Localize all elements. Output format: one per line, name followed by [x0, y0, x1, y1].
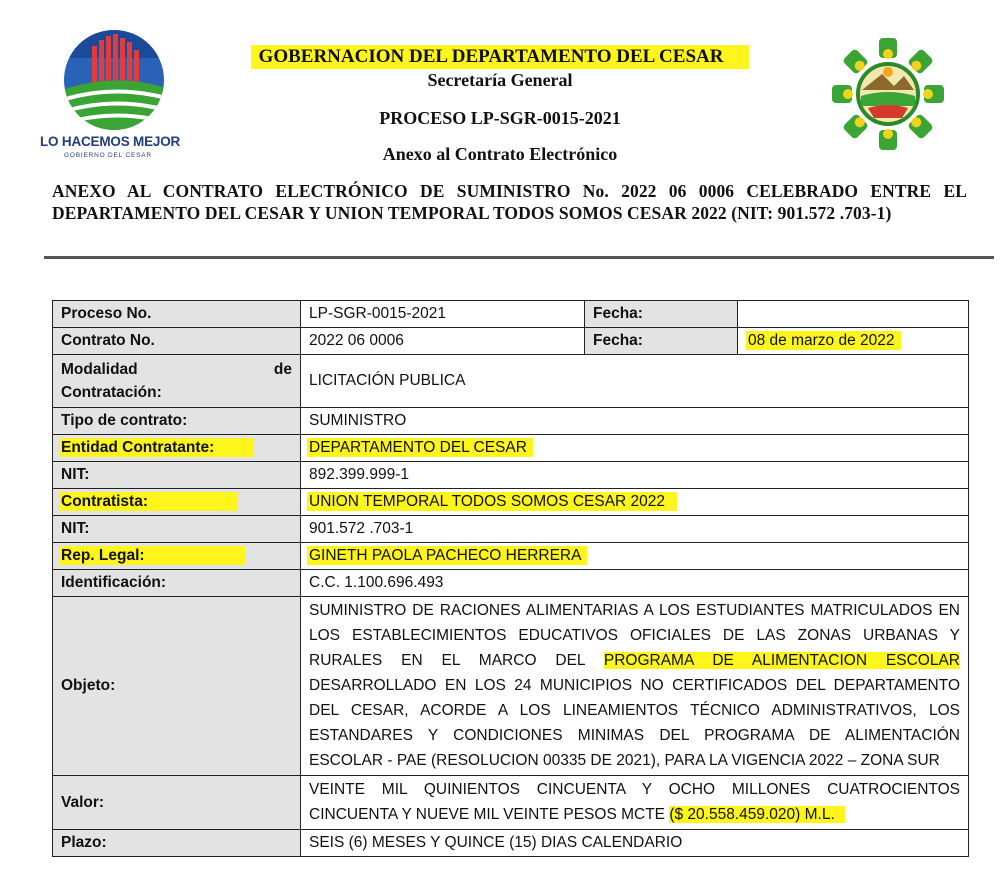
table-row: [53, 408, 969, 435]
entidad-label: [53, 435, 301, 462]
fecha-label: Fecha:: [585, 301, 738, 328]
organization-title-text: GOBERNACION DEL DEPARTAMENTO DEL CESAR: [251, 45, 750, 69]
table-row: [53, 328, 969, 355]
nit-contratista-label: NIT:: [53, 516, 301, 543]
header-divider: [44, 256, 994, 259]
tipo-value: SUMINISTRO: [301, 408, 969, 435]
modalidad-value: LICITACIÓN PUBLICA: [301, 355, 969, 408]
valor-text-highlight: ($ 20.558.459.020) M.L.: [669, 806, 844, 823]
nit-entidad-value: 892.399.999-1: [301, 462, 969, 489]
department-title: Secretaría General: [427, 70, 573, 90]
modalidad-label-a: Modalidad: [61, 361, 138, 378]
table-row: [53, 355, 969, 408]
table-row: [53, 489, 969, 516]
table-row: [53, 301, 969, 328]
contratista-value: [301, 489, 969, 516]
identificacion-value: C.C. 1.100.696.493: [301, 570, 969, 597]
cesar-seal-icon: [832, 38, 944, 150]
modalidad-label-c: Contratación:: [61, 384, 162, 401]
contract-table: [52, 300, 969, 857]
nit-contratista-value: 901.572 .703-1: [301, 516, 969, 543]
table-row: [53, 570, 969, 597]
modalidad-label-b: de: [273, 361, 292, 378]
entidad-value: [301, 435, 969, 462]
valor-label: Valor:: [53, 776, 301, 830]
brand-left-text: LO HACEMOS MEJOR: [40, 134, 181, 149]
modalidad-label: [53, 355, 301, 408]
process-heading: PROCESO LP-SGR-0015-2021: [379, 108, 621, 128]
rep-legal-value: [301, 543, 969, 570]
table-row: [53, 830, 969, 857]
valor-value: [301, 776, 969, 830]
proceso-label: Proceso No.: [53, 301, 301, 328]
rep-legal-label-text: Rep. Legal:: [59, 546, 245, 565]
contrato-label: Contrato No.: [53, 328, 301, 355]
table-row: [53, 435, 969, 462]
plazo-value: SEIS (6) MESES Y QUINCE (15) DIAS CALENDARIO: [301, 830, 969, 857]
tipo-label: Tipo de contrato:: [53, 408, 301, 435]
annex-title: ANEXO AL CONTRATO ELECTRÓNICO DE SUMINISTRO No. 2022 06 0006 CELEBRADO ENTRE EL DEPARTAMENTO DEL CESAR Y UNION TEMPORAL TODOS SOMOS CESAR 2022 (NIT: 901.572 .703-1): [52, 181, 967, 223]
objeto-text-a: SUMINISTRO DE RACIONES ALIMENTARIAS A LOS ESTUDIANTES MATRICULADOS EN LOS ESTABLECIMIENTOS EDUCATIVOS OFICIALES DE LAS ZONAS URBANAS Y RURALES EN EL MARCO DEL: [309, 602, 960, 669]
table-row: [53, 516, 969, 543]
fecha-contrato-text: 08 de marzo de 2022: [746, 331, 901, 350]
contrato-value: 2022 06 0006: [301, 328, 585, 355]
rep-legal-value-text: GINETH PAOLA PACHECO HERRERA: [307, 546, 587, 565]
valor-text-a: VEINTE MIL QUINIENTOS CINCUENTA Y OCHO MILLONES CUATROCIENTOS CINCUENTA Y NUEVE MIL VEINTE PESOS MCTE: [309, 781, 960, 823]
entidad-value-text: DEPARTAMENTO DEL CESAR: [307, 438, 533, 457]
entidad-label-text: Entidad Contratante:: [59, 438, 254, 457]
table-row: [53, 462, 969, 489]
objeto-text-b: DESARROLLADO EN LOS 24 MUNICIPIOS NO CERTIFICADOS DEL DEPARTAMENTO DEL CESAR, ACORDE A LOS LINEAMIENTOS TÉCNICO ADMINISTRATIVOS, LOS ESTANDARES Y CONDICIONES MINIMAS DEL PROGRAMA DE ALIMENTACIÓN ESCOLAR - PAE (RESOLUCION 00335 DE 2021), PARA LA VIGENCIA 2022 – ZONA SUR: [309, 677, 960, 769]
fecha-value: [738, 301, 969, 328]
objeto-text-highlight: PROGRAMA DE ALIMENTACION ESCOLAR: [603, 652, 960, 669]
proceso-value: LP-SGR-0015-2021: [301, 301, 585, 328]
objeto-value: [301, 597, 969, 776]
contratista-label: [53, 489, 301, 516]
brand-left-subtext: GOBIERNO DEL CESAR: [64, 152, 152, 159]
table-row: [53, 597, 969, 776]
contratista-label-text: Contratista:: [59, 492, 238, 511]
annex-heading: Anexo al Contrato Electrónico: [382, 144, 618, 164]
nit-entidad-label: NIT:: [53, 462, 301, 489]
contratista-value-text: UNION TEMPORAL TODOS SOMOS CESAR 2022: [307, 492, 677, 511]
fecha-contrato-label: Fecha:: [585, 328, 738, 355]
plazo-label: Plazo:: [53, 830, 301, 857]
fecha-contrato-value: [738, 328, 969, 355]
identificacion-label: Identificación:: [53, 570, 301, 597]
objeto-label: Objeto:: [53, 597, 301, 776]
rep-legal-label: [53, 543, 301, 570]
table-row: [53, 776, 969, 830]
table-row: [53, 543, 969, 570]
